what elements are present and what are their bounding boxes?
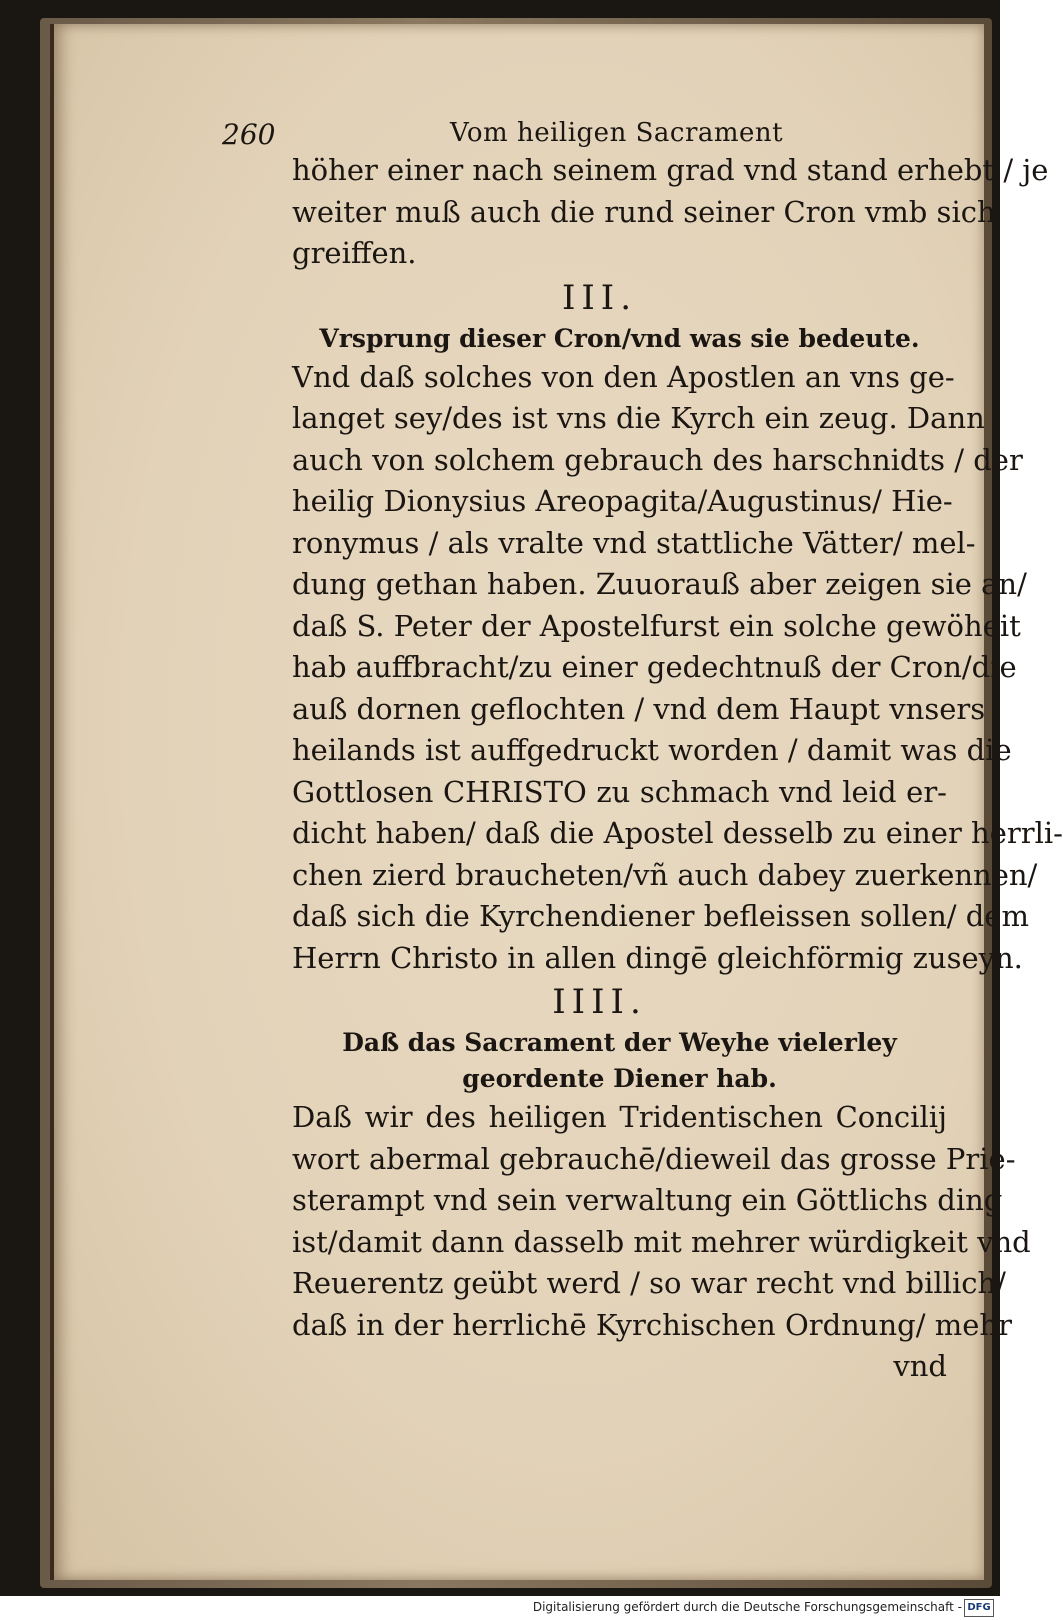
text-line: Daß wir des heiligen Tridentischen Concilij (292, 1100, 947, 1134)
section-numeral: IIII. (552, 982, 647, 1022)
text-line: dicht haben/ daß die Apostel desselb zu einer herrli- (292, 816, 1063, 850)
running-head: Vom heiligen Sacrament (450, 118, 784, 148)
footer-credit: Digitalisierung gefördert durch die Deutsche Forschungsgemeinschaft - (532, 1600, 962, 1614)
text-line: hab auffbracht/zu einer gedechtnuß der Cron/die (292, 650, 1017, 684)
text-line: greiffen. (292, 236, 417, 270)
text-line: höher einer nach seinem grad vnd stand erhebt / je (292, 153, 1049, 187)
text-line: dung gethan haben. Zuuorauß aber zeigen sie an/ (292, 567, 1027, 601)
text-line: Gottlosen CHRISTO zu schmach vnd leid er- (292, 774, 947, 809)
text-line: daß S. Peter der Apostelfurst ein solche gewöheit (292, 608, 1021, 643)
text-line: ist/damit dann dasselb mit mehrer würdigkeit vnd (292, 1224, 1031, 1259)
page-body (292, 150, 1063, 1388)
section-heading: Vrsprung dieser Cron/vnd was sie bedeute. (319, 323, 920, 353)
text-line: wort abermal gebrauchē/dieweil das grosse Prie- (292, 1141, 1016, 1176)
digitization-footer (0, 1596, 1000, 1620)
page-header (222, 118, 942, 152)
text-line: langet sey/des ist vns die Kyrch ein zeug. Dann (292, 401, 985, 435)
dfg-logo-icon: DFG (964, 1599, 994, 1617)
text-line: Reuerentz geübt werd / so war recht vnd billich/ (292, 1266, 1006, 1300)
text-line: daß sich die Kyrchendiener befleissen sollen/ dem (292, 899, 1029, 933)
section-numeral: III. (561, 277, 638, 318)
text-line: chen zierd braucheten/vñ auch dabey zuerkennen/ (292, 857, 1038, 892)
text-line: sterampt vnd sein verwaltung ein Göttlichs ding (292, 1183, 1003, 1217)
text-line: weiter muß auch die rund seiner Cron vmb sich (292, 194, 996, 229)
page-number: 260 (222, 118, 276, 151)
text-line: auch von solchem gebrauch des harschnidts / der (292, 442, 1023, 477)
text-line: heilands ist auffgedruckt worden / damit was die (292, 733, 1012, 767)
text-line: daß in der herrlichē Kyrchischen Ordnung/ mehr (292, 1307, 1012, 1342)
text-line: Vnd daß solches von den Apostlen an vns ge- (292, 359, 955, 394)
section-heading: geordente Diener hab. (462, 1064, 777, 1093)
catchword: vnd (893, 1349, 947, 1383)
section-heading: Daß das Sacrament der Weyhe vielerley (342, 1028, 897, 1057)
text-line: ronymus / als vralte vnd stattliche Vätter/ mel- (292, 525, 976, 560)
text-line: heilig Dionysius Areopagita/Augustinus/ Hie- (292, 484, 953, 518)
text-line: auß dornen geflochten / vnd dem Haupt vnsers (292, 691, 986, 726)
text-line: Herrn Christo in allen dingē gleichförmig zuseyn. (292, 940, 1023, 975)
